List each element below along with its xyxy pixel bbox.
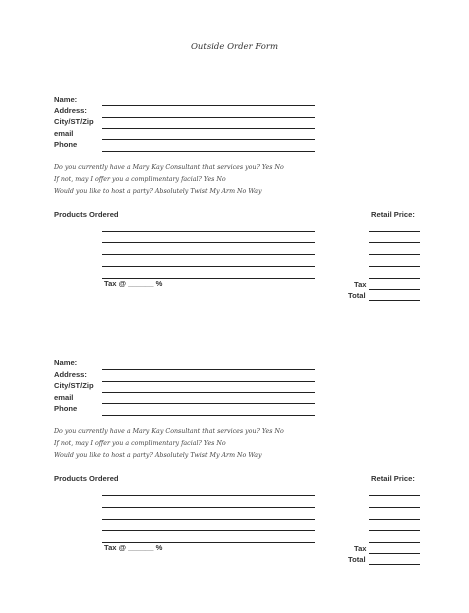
price-line[interactable] xyxy=(369,266,420,267)
product-line[interactable] xyxy=(102,495,315,496)
price-line[interactable] xyxy=(369,542,420,543)
total-label: Total xyxy=(348,291,366,300)
product-line[interactable] xyxy=(102,254,315,255)
price-line[interactable] xyxy=(369,495,420,496)
name-label: Name: xyxy=(54,358,78,367)
name-field[interactable] xyxy=(102,105,315,106)
party-question: Would you like to host a party? Absolutely Twist My Arm No Way xyxy=(54,452,262,459)
retail-price-label: Retail Price: xyxy=(371,210,415,219)
tax-rate-label: Tax @ ______ % xyxy=(104,279,163,288)
tax-rate-label: Tax @ ______ % xyxy=(104,543,163,552)
product-line[interactable] xyxy=(102,530,315,531)
products-ordered-label: Products Ordered xyxy=(54,474,119,483)
price-line[interactable] xyxy=(369,507,420,508)
facial-question: If not, may I offer you a complimentary facial? Yes No xyxy=(54,176,226,183)
tax-label: Tax xyxy=(354,280,367,289)
city-st-zip-field[interactable] xyxy=(102,128,315,129)
total-label: Total xyxy=(348,555,366,564)
consultant-question: Do you currently have a Mary Kay Consultant that services you? Yes No xyxy=(54,164,284,171)
form-title: Outside Order Form xyxy=(190,42,279,52)
price-line[interactable] xyxy=(369,530,420,531)
price-line[interactable] xyxy=(369,278,420,279)
city-st-zip-label: City/ST/Zip xyxy=(54,381,94,390)
retail-price-label: Retail Price: xyxy=(371,474,415,483)
products-ordered-label: Products Ordered xyxy=(54,210,119,219)
email-field[interactable] xyxy=(102,403,315,404)
total-amount-line[interactable] xyxy=(369,564,420,565)
product-line[interactable] xyxy=(102,507,315,508)
address-field[interactable] xyxy=(102,381,315,382)
product-line[interactable] xyxy=(102,519,315,520)
product-line[interactable] xyxy=(102,231,315,232)
consultant-question: Do you currently have a Mary Kay Consultant that services you? Yes No xyxy=(54,428,284,435)
phone-label: Phone xyxy=(54,140,78,149)
email-field[interactable] xyxy=(102,139,315,140)
tax-amount-line[interactable] xyxy=(369,289,420,290)
address-label: Address: xyxy=(54,370,87,379)
price-line[interactable] xyxy=(369,231,420,232)
city-st-zip-label: City/ST/Zip xyxy=(54,117,94,126)
name-field[interactable] xyxy=(102,369,315,370)
tax-label: Tax xyxy=(354,544,367,553)
price-line[interactable] xyxy=(369,254,420,255)
address-field[interactable] xyxy=(102,117,315,118)
facial-question: If not, may I offer you a complimentary facial? Yes No xyxy=(54,440,226,447)
email-label: email xyxy=(54,129,74,138)
price-line[interactable] xyxy=(369,519,420,520)
phone-label: Phone xyxy=(54,404,78,413)
name-label: Name: xyxy=(54,95,78,104)
product-line[interactable] xyxy=(102,266,315,267)
tax-amount-line[interactable] xyxy=(369,553,420,554)
party-question: Would you like to host a party? Absolutely Twist My Arm No Way xyxy=(54,188,262,195)
phone-field[interactable] xyxy=(102,151,315,152)
total-amount-line[interactable] xyxy=(369,300,420,301)
product-line[interactable] xyxy=(102,242,315,243)
city-st-zip-field[interactable] xyxy=(102,392,315,393)
price-line[interactable] xyxy=(369,242,420,243)
email-label: email xyxy=(54,393,74,402)
phone-field[interactable] xyxy=(102,415,315,416)
address-label: Address: xyxy=(54,106,87,115)
